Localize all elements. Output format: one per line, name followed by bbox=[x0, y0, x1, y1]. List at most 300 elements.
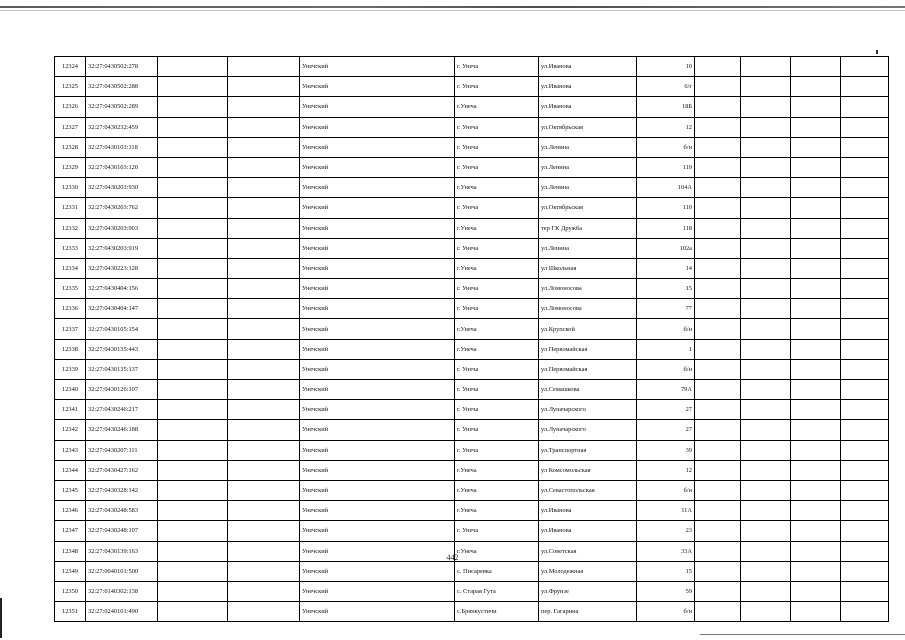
empty-cell bbox=[741, 319, 791, 339]
cadastral-number: 32:27:0430139:163 bbox=[86, 541, 158, 561]
empty-cell bbox=[791, 521, 841, 541]
empty-cell bbox=[695, 299, 741, 319]
empty-cell bbox=[695, 440, 741, 460]
empty-cell bbox=[741, 238, 791, 258]
empty-cell bbox=[158, 77, 228, 97]
house-number: б/н bbox=[637, 319, 695, 339]
empty-cell bbox=[158, 480, 228, 500]
empty-cell bbox=[741, 561, 791, 581]
empty-cell bbox=[158, 137, 228, 157]
cadastral-number: 32:27:0430203:930 bbox=[86, 178, 158, 198]
table-row bbox=[55, 97, 889, 117]
empty-cell bbox=[695, 218, 741, 238]
row-number: 12334 bbox=[55, 258, 86, 278]
empty-cell bbox=[228, 561, 300, 581]
house-number: 118 bbox=[637, 218, 695, 238]
row-number: 12345 bbox=[55, 480, 86, 500]
row-number: 12328 bbox=[55, 137, 86, 157]
table-row bbox=[55, 581, 889, 601]
cadastral-number: 32:27:0430105:154 bbox=[86, 319, 158, 339]
district: Унечский bbox=[300, 521, 455, 541]
row-number: 12332 bbox=[55, 218, 86, 238]
city: г. Унеча bbox=[455, 157, 539, 177]
district: Унечский bbox=[300, 157, 455, 177]
empty-cell bbox=[741, 501, 791, 521]
empty-cell bbox=[791, 299, 841, 319]
empty-cell bbox=[695, 561, 741, 581]
empty-cell bbox=[741, 218, 791, 238]
district: Унечский bbox=[300, 501, 455, 521]
district: Унечский bbox=[300, 178, 455, 198]
empty-cell bbox=[841, 480, 889, 500]
row-number: 12344 bbox=[55, 460, 86, 480]
empty-cell bbox=[841, 380, 889, 400]
empty-cell bbox=[741, 117, 791, 137]
empty-cell bbox=[695, 238, 741, 258]
district: Унечский bbox=[300, 279, 455, 299]
empty-cell bbox=[791, 157, 841, 177]
house-number: б/н bbox=[637, 480, 695, 500]
empty-cell bbox=[791, 501, 841, 521]
empty-cell bbox=[695, 157, 741, 177]
table-row bbox=[55, 137, 889, 157]
city: г. Унеча bbox=[455, 380, 539, 400]
city: г.Унеча bbox=[455, 460, 539, 480]
empty-cell bbox=[791, 198, 841, 218]
empty-cell bbox=[158, 157, 228, 177]
street: ул.Семашкова bbox=[539, 380, 637, 400]
row-number: 12326 bbox=[55, 97, 86, 117]
empty-cell bbox=[228, 521, 300, 541]
house-number: б/н bbox=[637, 137, 695, 157]
row-number: 12333 bbox=[55, 238, 86, 258]
street: ул Школьная bbox=[539, 258, 637, 278]
empty-cell bbox=[741, 77, 791, 97]
empty-cell bbox=[841, 420, 889, 440]
city: с. Старая Гута bbox=[455, 581, 539, 601]
empty-cell bbox=[741, 359, 791, 379]
street: пер. Гагарина bbox=[539, 602, 637, 622]
row-number: 12340 bbox=[55, 380, 86, 400]
row-number: 12349 bbox=[55, 561, 86, 581]
house-number: 102а bbox=[637, 238, 695, 258]
empty-cell bbox=[158, 602, 228, 622]
empty-cell bbox=[228, 258, 300, 278]
empty-cell bbox=[695, 178, 741, 198]
empty-cell bbox=[695, 420, 741, 440]
empty-cell bbox=[841, 561, 889, 581]
empty-cell bbox=[791, 561, 841, 581]
empty-cell bbox=[841, 178, 889, 198]
district: Унечский bbox=[300, 561, 455, 581]
empty-cell bbox=[741, 339, 791, 359]
row-number: 12341 bbox=[55, 400, 86, 420]
empty-cell bbox=[158, 279, 228, 299]
house-number: 104А bbox=[637, 178, 695, 198]
house-number: 18Б bbox=[637, 97, 695, 117]
empty-cell bbox=[841, 521, 889, 541]
house-number: 1 bbox=[637, 339, 695, 359]
empty-cell bbox=[695, 319, 741, 339]
empty-cell bbox=[158, 501, 228, 521]
empty-cell bbox=[841, 57, 889, 77]
row-number: 12324 bbox=[55, 57, 86, 77]
table-row bbox=[55, 380, 889, 400]
street: ул.Молодежная bbox=[539, 561, 637, 581]
cadastral-number: 32:27:0430126:107 bbox=[86, 380, 158, 400]
table-row bbox=[55, 460, 889, 480]
empty-cell bbox=[741, 198, 791, 218]
empty-cell bbox=[841, 77, 889, 97]
table-row bbox=[55, 480, 889, 500]
street: ул.Иванова bbox=[539, 57, 637, 77]
empty-cell bbox=[158, 339, 228, 359]
cadastral-number: 32:27:0430135:443 bbox=[86, 339, 158, 359]
empty-cell bbox=[228, 218, 300, 238]
house-number: 15 bbox=[637, 279, 695, 299]
house-number: 27 bbox=[637, 400, 695, 420]
table-row bbox=[55, 258, 889, 278]
city: г.Унеча bbox=[455, 97, 539, 117]
row-number: 12337 bbox=[55, 319, 86, 339]
city: г.Унеча bbox=[455, 319, 539, 339]
cadastral-number: 32:27:0430427:162 bbox=[86, 460, 158, 480]
row-number: 12351 bbox=[55, 602, 86, 622]
district: Унечский bbox=[300, 137, 455, 157]
district: Унечский bbox=[300, 541, 455, 561]
row-number: 12343 bbox=[55, 440, 86, 460]
empty-cell bbox=[741, 137, 791, 157]
empty-cell bbox=[228, 480, 300, 500]
empty-cell bbox=[791, 238, 841, 258]
street: ул.Ленина bbox=[539, 137, 637, 157]
empty-cell bbox=[741, 420, 791, 440]
district: Унечский bbox=[300, 117, 455, 137]
district: Унечский bbox=[300, 380, 455, 400]
district: Унечский bbox=[300, 218, 455, 238]
empty-cell bbox=[741, 602, 791, 622]
row-number: 12342 bbox=[55, 420, 86, 440]
empty-cell bbox=[228, 440, 300, 460]
empty-cell bbox=[695, 480, 741, 500]
house-number: 15 bbox=[637, 561, 695, 581]
scan-edge-left bbox=[0, 598, 2, 638]
empty-cell bbox=[158, 218, 228, 238]
empty-cell bbox=[228, 57, 300, 77]
empty-cell bbox=[228, 137, 300, 157]
empty-cell bbox=[841, 602, 889, 622]
empty-cell bbox=[158, 198, 228, 218]
row-number: 12338 bbox=[55, 339, 86, 359]
table-row bbox=[55, 420, 889, 440]
empty-cell bbox=[158, 440, 228, 460]
table-row bbox=[55, 77, 889, 97]
house-number: 23 bbox=[637, 521, 695, 541]
district: Унечский bbox=[300, 602, 455, 622]
cadastral-number: 32:27:0430328:142 bbox=[86, 480, 158, 500]
empty-cell bbox=[791, 97, 841, 117]
street: ул.Ломоносова bbox=[539, 279, 637, 299]
empty-cell bbox=[841, 157, 889, 177]
district: Унечский bbox=[300, 460, 455, 480]
table-row bbox=[55, 299, 889, 319]
empty-cell bbox=[741, 178, 791, 198]
empty-cell bbox=[841, 279, 889, 299]
row-number: 12350 bbox=[55, 581, 86, 601]
empty-cell bbox=[841, 299, 889, 319]
street: ул.Иванова bbox=[539, 521, 637, 541]
cadastral-number: 32:27:0430203:762 bbox=[86, 198, 158, 218]
street: ул.Ломоносова bbox=[539, 299, 637, 319]
empty-cell bbox=[741, 380, 791, 400]
cadastral-number: 32:27:0430502:278 bbox=[86, 57, 158, 77]
empty-cell bbox=[228, 319, 300, 339]
table-row bbox=[55, 198, 889, 218]
table-body bbox=[55, 57, 889, 622]
row-number: 12347 bbox=[55, 521, 86, 541]
empty-cell bbox=[841, 258, 889, 278]
empty-cell bbox=[695, 97, 741, 117]
empty-cell bbox=[741, 480, 791, 500]
city: г.Унеча bbox=[455, 258, 539, 278]
empty-cell bbox=[228, 299, 300, 319]
street: ул.Иванова bbox=[539, 97, 637, 117]
empty-cell bbox=[228, 339, 300, 359]
city: г. Унеча bbox=[455, 198, 539, 218]
district: Унечский bbox=[300, 198, 455, 218]
city: г.Унеча bbox=[455, 218, 539, 238]
scan-edge-top bbox=[0, 6, 905, 8]
empty-cell bbox=[695, 521, 741, 541]
street: ул.Луначарского bbox=[539, 400, 637, 420]
district: Унечский bbox=[300, 440, 455, 460]
city: г.Унеча bbox=[455, 541, 539, 561]
empty-cell bbox=[791, 400, 841, 420]
street: ул.Фрунзе bbox=[539, 581, 637, 601]
empty-cell bbox=[791, 77, 841, 97]
street: ул.Иванова bbox=[539, 501, 637, 521]
cadastral-number: 32:27:0430404:147 bbox=[86, 299, 158, 319]
empty-cell bbox=[158, 581, 228, 601]
empty-cell bbox=[741, 440, 791, 460]
city: г.Унеча bbox=[455, 178, 539, 198]
city: г. Унеча bbox=[455, 137, 539, 157]
house-number: 12 bbox=[637, 117, 695, 137]
empty-cell bbox=[791, 460, 841, 480]
table-row bbox=[55, 319, 889, 339]
cadastral-number: 32:27:0140302:138 bbox=[86, 581, 158, 601]
house-number: 27 bbox=[637, 420, 695, 440]
empty-cell bbox=[695, 581, 741, 601]
empty-cell bbox=[695, 77, 741, 97]
empty-cell bbox=[841, 400, 889, 420]
empty-cell bbox=[741, 157, 791, 177]
empty-cell bbox=[841, 117, 889, 137]
empty-cell bbox=[841, 339, 889, 359]
empty-cell bbox=[228, 157, 300, 177]
empty-cell bbox=[695, 400, 741, 420]
empty-cell bbox=[841, 198, 889, 218]
street: ул.Крупской bbox=[539, 319, 637, 339]
table-row bbox=[55, 339, 889, 359]
city: г. Унеча bbox=[455, 77, 539, 97]
cadastral-number: 32:27:0430135:137 bbox=[86, 359, 158, 379]
empty-cell bbox=[695, 501, 741, 521]
empty-cell bbox=[741, 460, 791, 480]
table-row bbox=[55, 218, 889, 238]
city: г. Унеча bbox=[455, 279, 539, 299]
empty-cell bbox=[791, 581, 841, 601]
street: ул.Ленина bbox=[539, 157, 637, 177]
city: г.Унеча bbox=[455, 339, 539, 359]
district: Унечский bbox=[300, 359, 455, 379]
empty-cell bbox=[158, 97, 228, 117]
empty-cell bbox=[158, 460, 228, 480]
row-number: 12331 bbox=[55, 198, 86, 218]
empty-cell bbox=[741, 97, 791, 117]
city: г.Унеча bbox=[455, 501, 539, 521]
empty-cell bbox=[841, 97, 889, 117]
page-number: 442 bbox=[446, 553, 459, 562]
table-row bbox=[55, 157, 889, 177]
house-number: 33А bbox=[637, 541, 695, 561]
table-row bbox=[55, 57, 889, 77]
empty-cell bbox=[228, 581, 300, 601]
city: г. Унеча bbox=[455, 440, 539, 460]
row-number: 12335 bbox=[55, 279, 86, 299]
cadastral-number: 32:27:0430207:111 bbox=[86, 440, 158, 460]
property-registry-table bbox=[54, 56, 889, 622]
empty-cell bbox=[695, 258, 741, 278]
empty-cell bbox=[791, 57, 841, 77]
empty-cell bbox=[791, 218, 841, 238]
empty-cell bbox=[791, 339, 841, 359]
cadastral-number: 32:27:0430246:188 bbox=[86, 420, 158, 440]
scan-edge-top-faint bbox=[0, 10, 905, 11]
street: ул Комсомольская bbox=[539, 460, 637, 480]
table-row bbox=[55, 238, 889, 258]
row-number: 12325 bbox=[55, 77, 86, 97]
street: ул.Транспортная bbox=[539, 440, 637, 460]
empty-cell bbox=[228, 279, 300, 299]
empty-cell bbox=[791, 319, 841, 339]
empty-cell bbox=[741, 279, 791, 299]
street: ул.Октябрьская bbox=[539, 117, 637, 137]
city: г. Унеча bbox=[455, 238, 539, 258]
row-number: 12329 bbox=[55, 157, 86, 177]
empty-cell bbox=[228, 380, 300, 400]
cadastral-number: 32:27:0430248:107 bbox=[86, 521, 158, 541]
empty-cell bbox=[741, 258, 791, 278]
house-number: б/н bbox=[637, 602, 695, 622]
house-number: 6/г bbox=[637, 77, 695, 97]
row-number: 12346 bbox=[55, 501, 86, 521]
empty-cell bbox=[228, 460, 300, 480]
empty-cell bbox=[741, 299, 791, 319]
city: г. Унеча bbox=[455, 400, 539, 420]
empty-cell bbox=[695, 279, 741, 299]
district: Унечский bbox=[300, 97, 455, 117]
empty-cell bbox=[695, 137, 741, 157]
street: ул.Советская bbox=[539, 541, 637, 561]
house-number: 14 bbox=[637, 258, 695, 278]
empty-cell bbox=[158, 561, 228, 581]
empty-cell bbox=[228, 238, 300, 258]
empty-cell bbox=[791, 117, 841, 137]
cadastral-number: 32:27:0040101:500 bbox=[86, 561, 158, 581]
scan-edge-bottom bbox=[700, 634, 905, 635]
district: Унечский bbox=[300, 238, 455, 258]
table-row bbox=[55, 602, 889, 622]
house-number: 12 bbox=[637, 460, 695, 480]
empty-cell bbox=[791, 602, 841, 622]
city: г. Унеча bbox=[455, 57, 539, 77]
table-row bbox=[55, 359, 889, 379]
row-number: 12348 bbox=[55, 541, 86, 561]
empty-cell bbox=[695, 359, 741, 379]
city: с.Брянкустичи bbox=[455, 602, 539, 622]
empty-cell bbox=[228, 77, 300, 97]
cadastral-number: 32:27:0430223:128 bbox=[86, 258, 158, 278]
table-row bbox=[55, 521, 889, 541]
street: ул.Октябрьская bbox=[539, 198, 637, 218]
cadastral-number: 32:27:0430246:217 bbox=[86, 400, 158, 420]
district: Унечский bbox=[300, 77, 455, 97]
empty-cell bbox=[158, 178, 228, 198]
cadastral-number: 32:27:0430404:156 bbox=[86, 279, 158, 299]
empty-cell bbox=[158, 117, 228, 137]
city: г. Унеча bbox=[455, 117, 539, 137]
house-number: 79А bbox=[637, 380, 695, 400]
empty-cell bbox=[841, 501, 889, 521]
empty-cell bbox=[841, 137, 889, 157]
empty-cell bbox=[228, 97, 300, 117]
empty-cell bbox=[791, 359, 841, 379]
empty-cell bbox=[695, 602, 741, 622]
empty-cell bbox=[791, 420, 841, 440]
empty-cell bbox=[158, 380, 228, 400]
table-row bbox=[55, 440, 889, 460]
cadastral-number: 32:27:0430203:903 bbox=[86, 218, 158, 238]
table-row bbox=[55, 178, 889, 198]
house-number: 11А bbox=[637, 501, 695, 521]
empty-cell bbox=[228, 198, 300, 218]
table-row bbox=[55, 561, 889, 581]
empty-cell bbox=[741, 400, 791, 420]
empty-cell bbox=[841, 440, 889, 460]
house-number: 77 bbox=[637, 299, 695, 319]
empty-cell bbox=[741, 521, 791, 541]
street: ул.Луначарского bbox=[539, 420, 637, 440]
empty-cell bbox=[695, 117, 741, 137]
empty-cell bbox=[841, 319, 889, 339]
empty-cell bbox=[791, 440, 841, 460]
cadastral-number: 32:27:0430103:120 bbox=[86, 157, 158, 177]
district: Унечский bbox=[300, 581, 455, 601]
empty-cell bbox=[841, 238, 889, 258]
street: тер ГК Дружба bbox=[539, 218, 637, 238]
street: ул Первомайская bbox=[539, 339, 637, 359]
empty-cell bbox=[158, 420, 228, 440]
cadastral-number: 32:27:0430248:583 bbox=[86, 501, 158, 521]
empty-cell bbox=[841, 581, 889, 601]
empty-cell bbox=[791, 258, 841, 278]
cadastral-number: 32:27:0430103:118 bbox=[86, 137, 158, 157]
house-number: 39 bbox=[637, 440, 695, 460]
scan-mark-right bbox=[876, 50, 878, 54]
row-number: 12339 bbox=[55, 359, 86, 379]
street: ул.Первомайская bbox=[539, 359, 637, 379]
